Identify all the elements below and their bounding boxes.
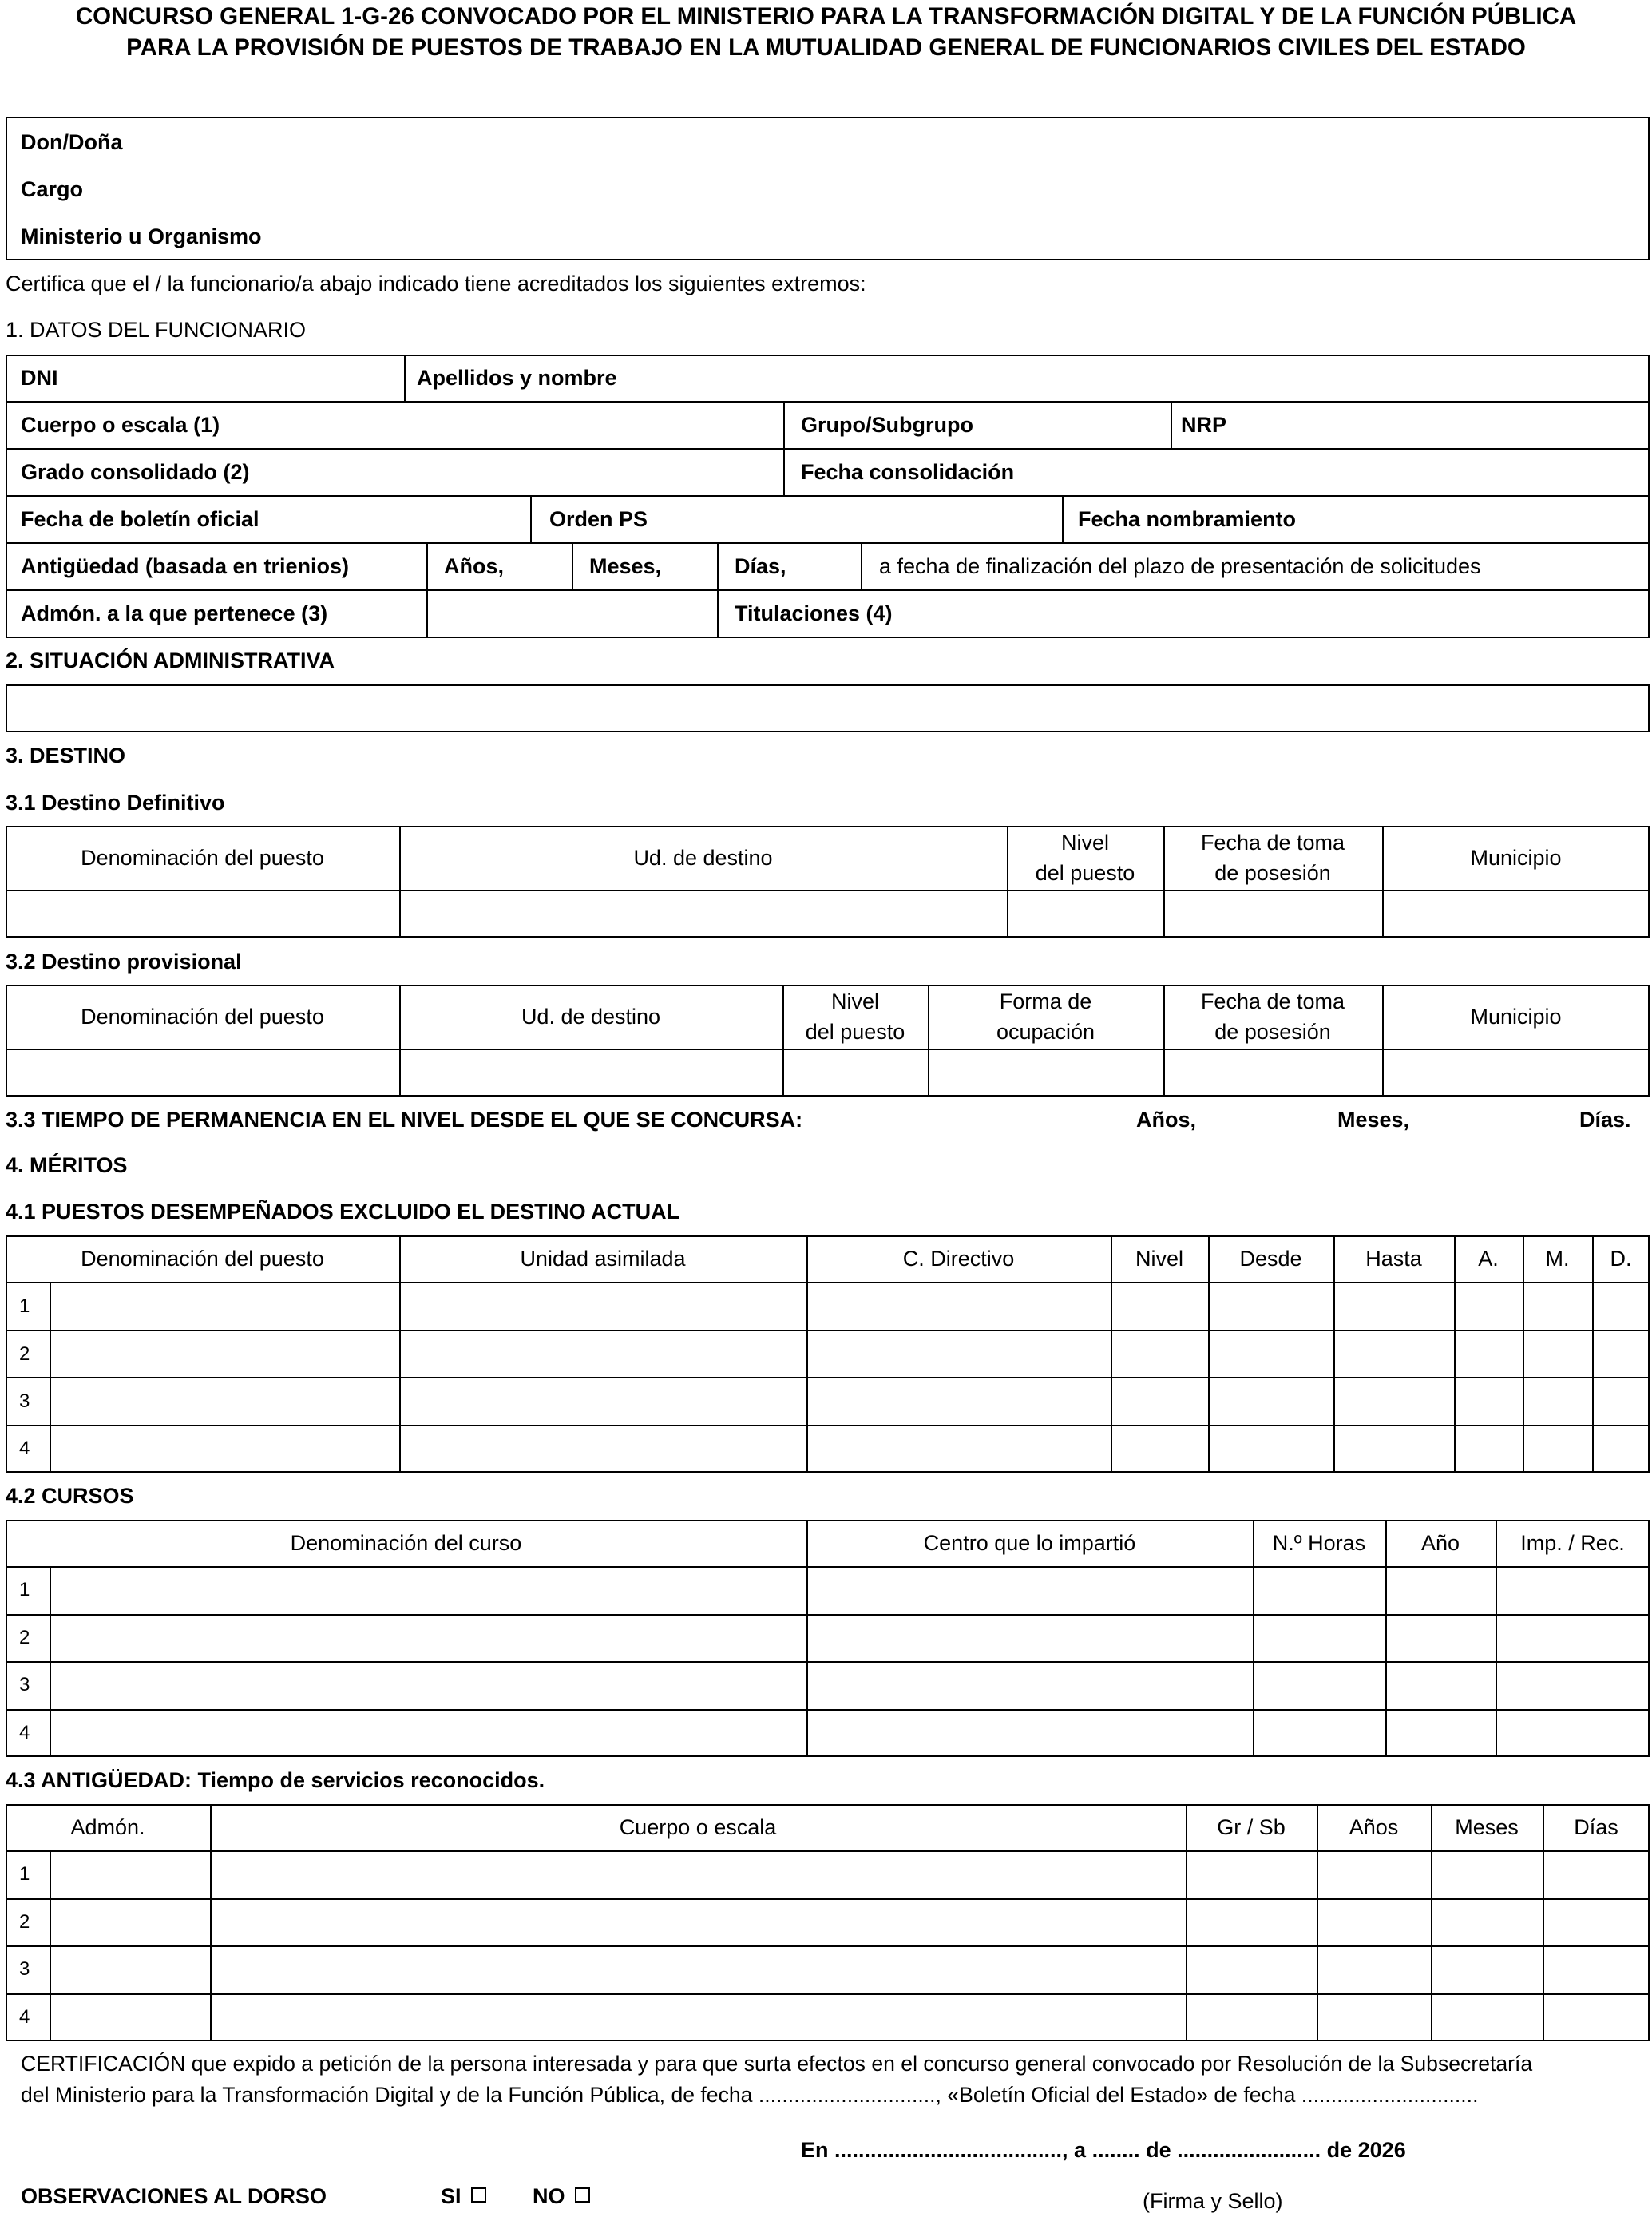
nrp-label: NRP	[1181, 413, 1227, 437]
antig-header-dias: Días	[1574, 1815, 1618, 1839]
lugar-fecha-line: En ......................................, a ........ de ........................ de 2026	[801, 2138, 1406, 2162]
observaciones-no-option[interactable]	[533, 2183, 590, 2209]
cursos-header-imp-rec: Imp. / Rec.	[1520, 1531, 1625, 1555]
cuerpo-label: Cuerpo o escala (1)	[21, 413, 220, 437]
certificacion-text-line-2: del Ministerio para la Transformación Digital y de la Función Pública, de fecha .............................., «Boletín Oficial del Estado» de fecha ..............................	[21, 2083, 1479, 2107]
section-1-title: 1. DATOS DEL FUNCIONARIO	[6, 318, 307, 342]
def-denominacion-header: Denominación del puesto	[81, 846, 324, 870]
antig-row-number: 3	[19, 1958, 30, 1980]
grado-label: Grado consolidado (2)	[21, 460, 250, 484]
def-ud-destino-header: Ud. de destino	[633, 846, 773, 870]
prov-nivel-header-2: del puesto	[805, 1020, 905, 1044]
don-label: Don/Doña	[21, 130, 123, 154]
cursos-title: 4.2 CURSOS	[6, 1484, 134, 1508]
apellidos-label: Apellidos y nombre	[417, 366, 617, 390]
puestos-header-c-directivo: C. Directivo	[902, 1247, 1015, 1271]
puestos-header-denominacion: Denominación del puesto	[81, 1247, 324, 1271]
section-2-title: 2. SITUACIÓN ADMINISTRATIVA	[6, 648, 335, 672]
def-municipio-header: Municipio	[1470, 846, 1562, 870]
cursos-header-centro: Centro que lo impartió	[923, 1531, 1136, 1555]
prov-ud-destino-header: Ud. de destino	[521, 1005, 661, 1029]
def-fecha-header-2: de posesión	[1214, 861, 1331, 885]
section-4-title: 4. MÉRITOS	[6, 1153, 128, 1177]
antig-row-number: 2	[19, 1911, 30, 1933]
prov-fecha-header-1: Fecha de toma	[1200, 990, 1345, 1013]
cursos-row-number: 2	[19, 1627, 30, 1648]
observaciones-label: OBSERVACIONES AL DORSO	[21, 2184, 327, 2208]
cursos-row-number: 1	[19, 1579, 30, 1600]
orden-ps-label: Orden PS	[549, 507, 648, 531]
puestos-header-a: A.	[1478, 1247, 1499, 1271]
prov-municipio-header: Municipio	[1470, 1005, 1562, 1029]
no-label: NO	[533, 2184, 565, 2208]
prov-forma-header-2: ocupación	[996, 1020, 1095, 1044]
antig-row-number: 4	[19, 2006, 30, 2028]
puestos-header-desde: Desde	[1239, 1247, 1302, 1271]
antig-header-anos: Años	[1349, 1815, 1399, 1839]
anos-label: Años,	[444, 554, 505, 578]
dni-label: DNI	[21, 366, 58, 390]
cursos-header-horas: N.º Horas	[1272, 1531, 1366, 1555]
firma-sello-label: (Firma y Sello)	[1143, 2189, 1283, 2213]
puestos-title: 4.1 PUESTOS DESEMPEÑADOS EXCLUIDO EL DESTINO ACTUAL	[6, 1200, 680, 1224]
antig-header-gr-sb: Gr / Sb	[1217, 1815, 1286, 1839]
prov-nivel-header-1: Nivel	[830, 990, 879, 1013]
antig-row-number: 1	[19, 1863, 30, 1885]
puestos-header-unidad: Unidad asimilada	[520, 1247, 686, 1271]
destino-provisional-title: 3.2 Destino provisional	[6, 950, 242, 974]
tiempo-meses-label: Meses,	[1337, 1108, 1410, 1132]
titulaciones-label: Titulaciones (4)	[735, 601, 893, 625]
section-3-title: 3. DESTINO	[6, 744, 126, 767]
fecha-consolidacion-label: Fecha consolidación	[801, 460, 1015, 484]
puestos-row-number: 2	[19, 1343, 30, 1365]
puestos-row-number: 4	[19, 1438, 30, 1459]
ministerio-label: Ministerio u Organismo	[21, 224, 262, 248]
puestos-header-hasta: Hasta	[1365, 1247, 1422, 1271]
antig-header-meses: Meses	[1455, 1815, 1519, 1839]
tiempo-dias-label: Días.	[1579, 1108, 1631, 1132]
a-fecha-text: a fecha de finalización del plazo de presentación de solicitudes	[879, 554, 1481, 578]
certifica-text: Certifica que el / la funcionario/a abajo indicado tiene acreditados los siguientes extremos:	[6, 272, 866, 295]
grupo-label: Grupo/Subgrupo	[801, 413, 973, 437]
dias-label: Días,	[735, 554, 786, 578]
si-label: SI	[441, 2184, 462, 2208]
cursos-header-denominacion: Denominación del curso	[290, 1531, 522, 1555]
fecha-boletin-label: Fecha de boletín oficial	[21, 507, 259, 531]
cargo-label: Cargo	[21, 177, 84, 201]
observaciones-si-option[interactable]	[441, 2183, 486, 2209]
cursos-row-number: 3	[19, 1674, 30, 1695]
tiempo-permanencia-label: 3.3 TIEMPO DE PERMANENCIA EN EL NIVEL DESDE EL QUE SE CONCURSA:	[6, 1108, 803, 1132]
puestos-header-d: D.	[1610, 1247, 1632, 1271]
antiguedad-label: Antigüedad (basada en trienios)	[21, 554, 350, 578]
puestos-header-m: M.	[1545, 1247, 1570, 1271]
def-nivel-header-1: Nivel	[1060, 831, 1109, 855]
prov-fecha-header-2: de posesión	[1214, 1020, 1331, 1044]
cursos-row-number: 4	[19, 1722, 30, 1743]
antig-header-cuerpo: Cuerpo o escala	[619, 1815, 777, 1839]
def-nivel-header-2: del puesto	[1035, 861, 1135, 885]
fecha-nombramiento-label: Fecha nombramiento	[1078, 507, 1297, 531]
prov-forma-header-1: Forma de	[999, 990, 1092, 1013]
def-fecha-header-1: Fecha de toma	[1200, 831, 1345, 855]
situacion-administrativa-field	[6, 684, 1650, 732]
destino-definitivo-title: 3.1 Destino Definitivo	[6, 791, 225, 815]
document-title-line-1: CONCURSO GENERAL 1-G-26 CONVOCADO POR EL MINISTERIO PARA LA TRANSFORMACIÓN DIGITAL Y DE LA FUNCIÓN PÚBLICA	[75, 3, 1577, 30]
no-checkbox[interactable]	[575, 2187, 590, 2203]
puestos-row-number: 3	[19, 1390, 30, 1412]
prov-denominacion-header: Denominación del puesto	[81, 1005, 324, 1029]
tiempo-anos-label: Años,	[1136, 1108, 1197, 1132]
puestos-header-nivel: Nivel	[1135, 1247, 1183, 1271]
admon-label: Admón. a la que pertenece (3)	[21, 601, 328, 625]
puestos-row-number: 1	[19, 1295, 30, 1317]
meses-label: Meses,	[589, 554, 662, 578]
antig-header-admon: Admón.	[70, 1815, 145, 1839]
si-checkbox[interactable]	[471, 2187, 486, 2203]
certificacion-text-line-1: CERTIFICACIÓN que expido a petición de la persona interesada y para que surta efectos en el concurso general convocado por Resolución de la Subsecretaría	[21, 2052, 1533, 2076]
cursos-header-ano: Año	[1420, 1531, 1460, 1555]
antiguedad-title: 4.3 ANTIGÜEDAD: Tiempo de servicios reconocidos.	[6, 1768, 545, 1792]
document-title-line-2: PARA LA PROVISIÓN DE PUESTOS DE TRABAJO EN LA MUTUALIDAD GENERAL DE FUNCIONARIOS CIVILES DEL ESTADO	[126, 34, 1526, 61]
